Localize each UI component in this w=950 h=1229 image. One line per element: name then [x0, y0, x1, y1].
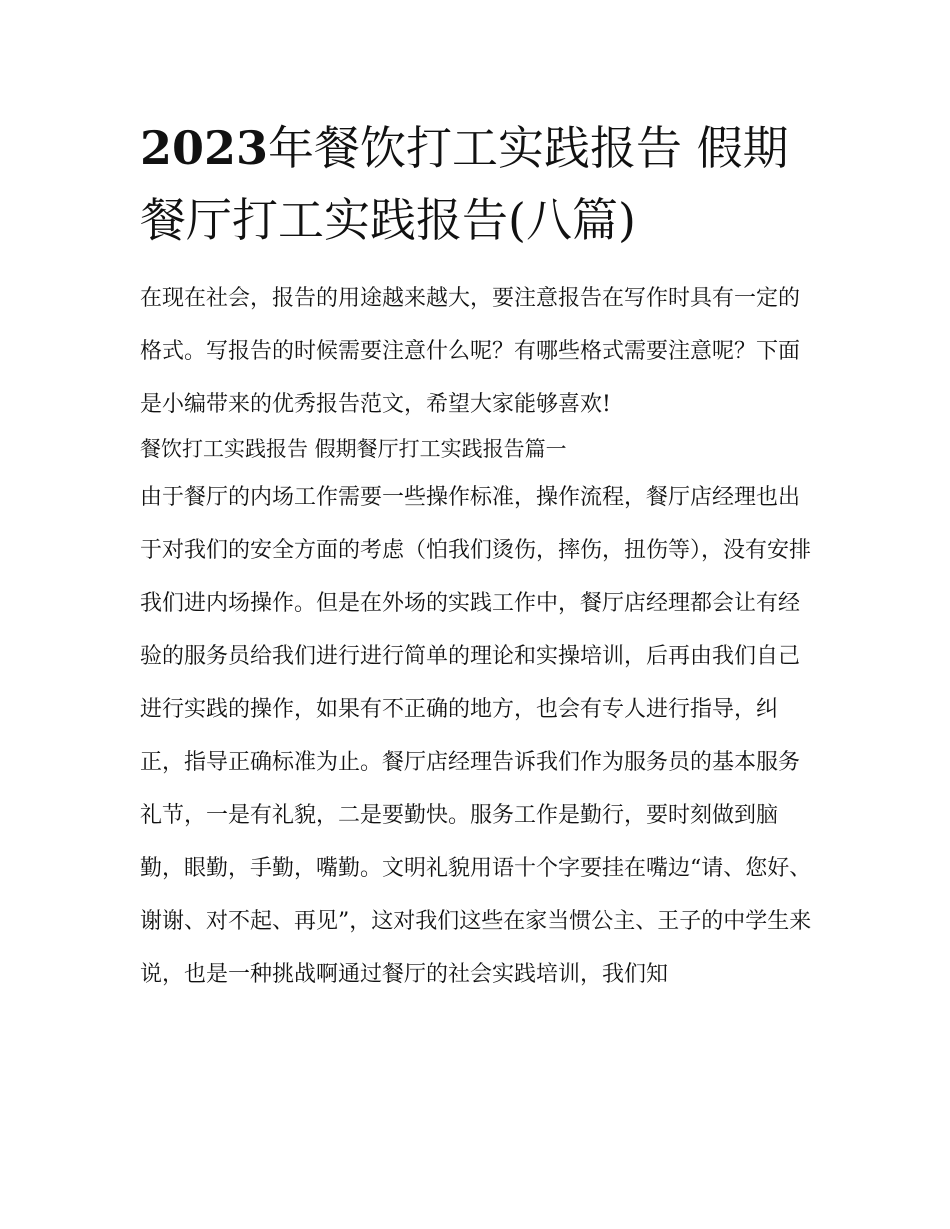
section-heading: 餐饮打工实践报告 假期餐厅打工实践报告篇一: [140, 437, 567, 461]
body-paragraph: 由于餐厅的内场工作需要一些操作标准，操作流程，餐厅店经理也出于对我们的安全方面的考虑（怕我们烫伤，摔伤，扭伤等），没有安排我们进内场操作。但是在外场的实践工作中，餐厅店经理都会让有经验的服务员给我们进行进行简单的理论和实操培训，后再由我们自己进行实践的操作，如果有不正确的地方，也会有专人进行指导，纠正，指导正确标准为止。餐厅店经理告诉我们作为服务员的基本服务礼节，一是有礼貌，二是要勤快。服务工作是勤行，要时刻做到脑勤，眼勤，手勤，嘴勤。文明礼貌用语十个字要挂在嘴边“请、您好、谢谢、对不起、再见”，这对我们这些在家当惯公主、王子的中学生来说，也是一种挑战啊通过餐厅的社会实践培训，我们知: [140, 485, 812, 987]
intro-paragraph: 在现在社会，报告的用途越来越大，要注意报告在写作时具有一定的格式。写报告的时候需要注意什么呢？有哪些格式需要注意呢？下面是小编带来的优秀报告范文，希望大家能够喜欢!: [140, 286, 801, 417]
title-text: 年餐饮打工实践报告 假期餐厅打工实践报告(八篇): [140, 121, 789, 247]
document-title: [140, 112, 820, 256]
title-year: 2023: [140, 121, 269, 175]
document-body: [140, 272, 820, 1001]
